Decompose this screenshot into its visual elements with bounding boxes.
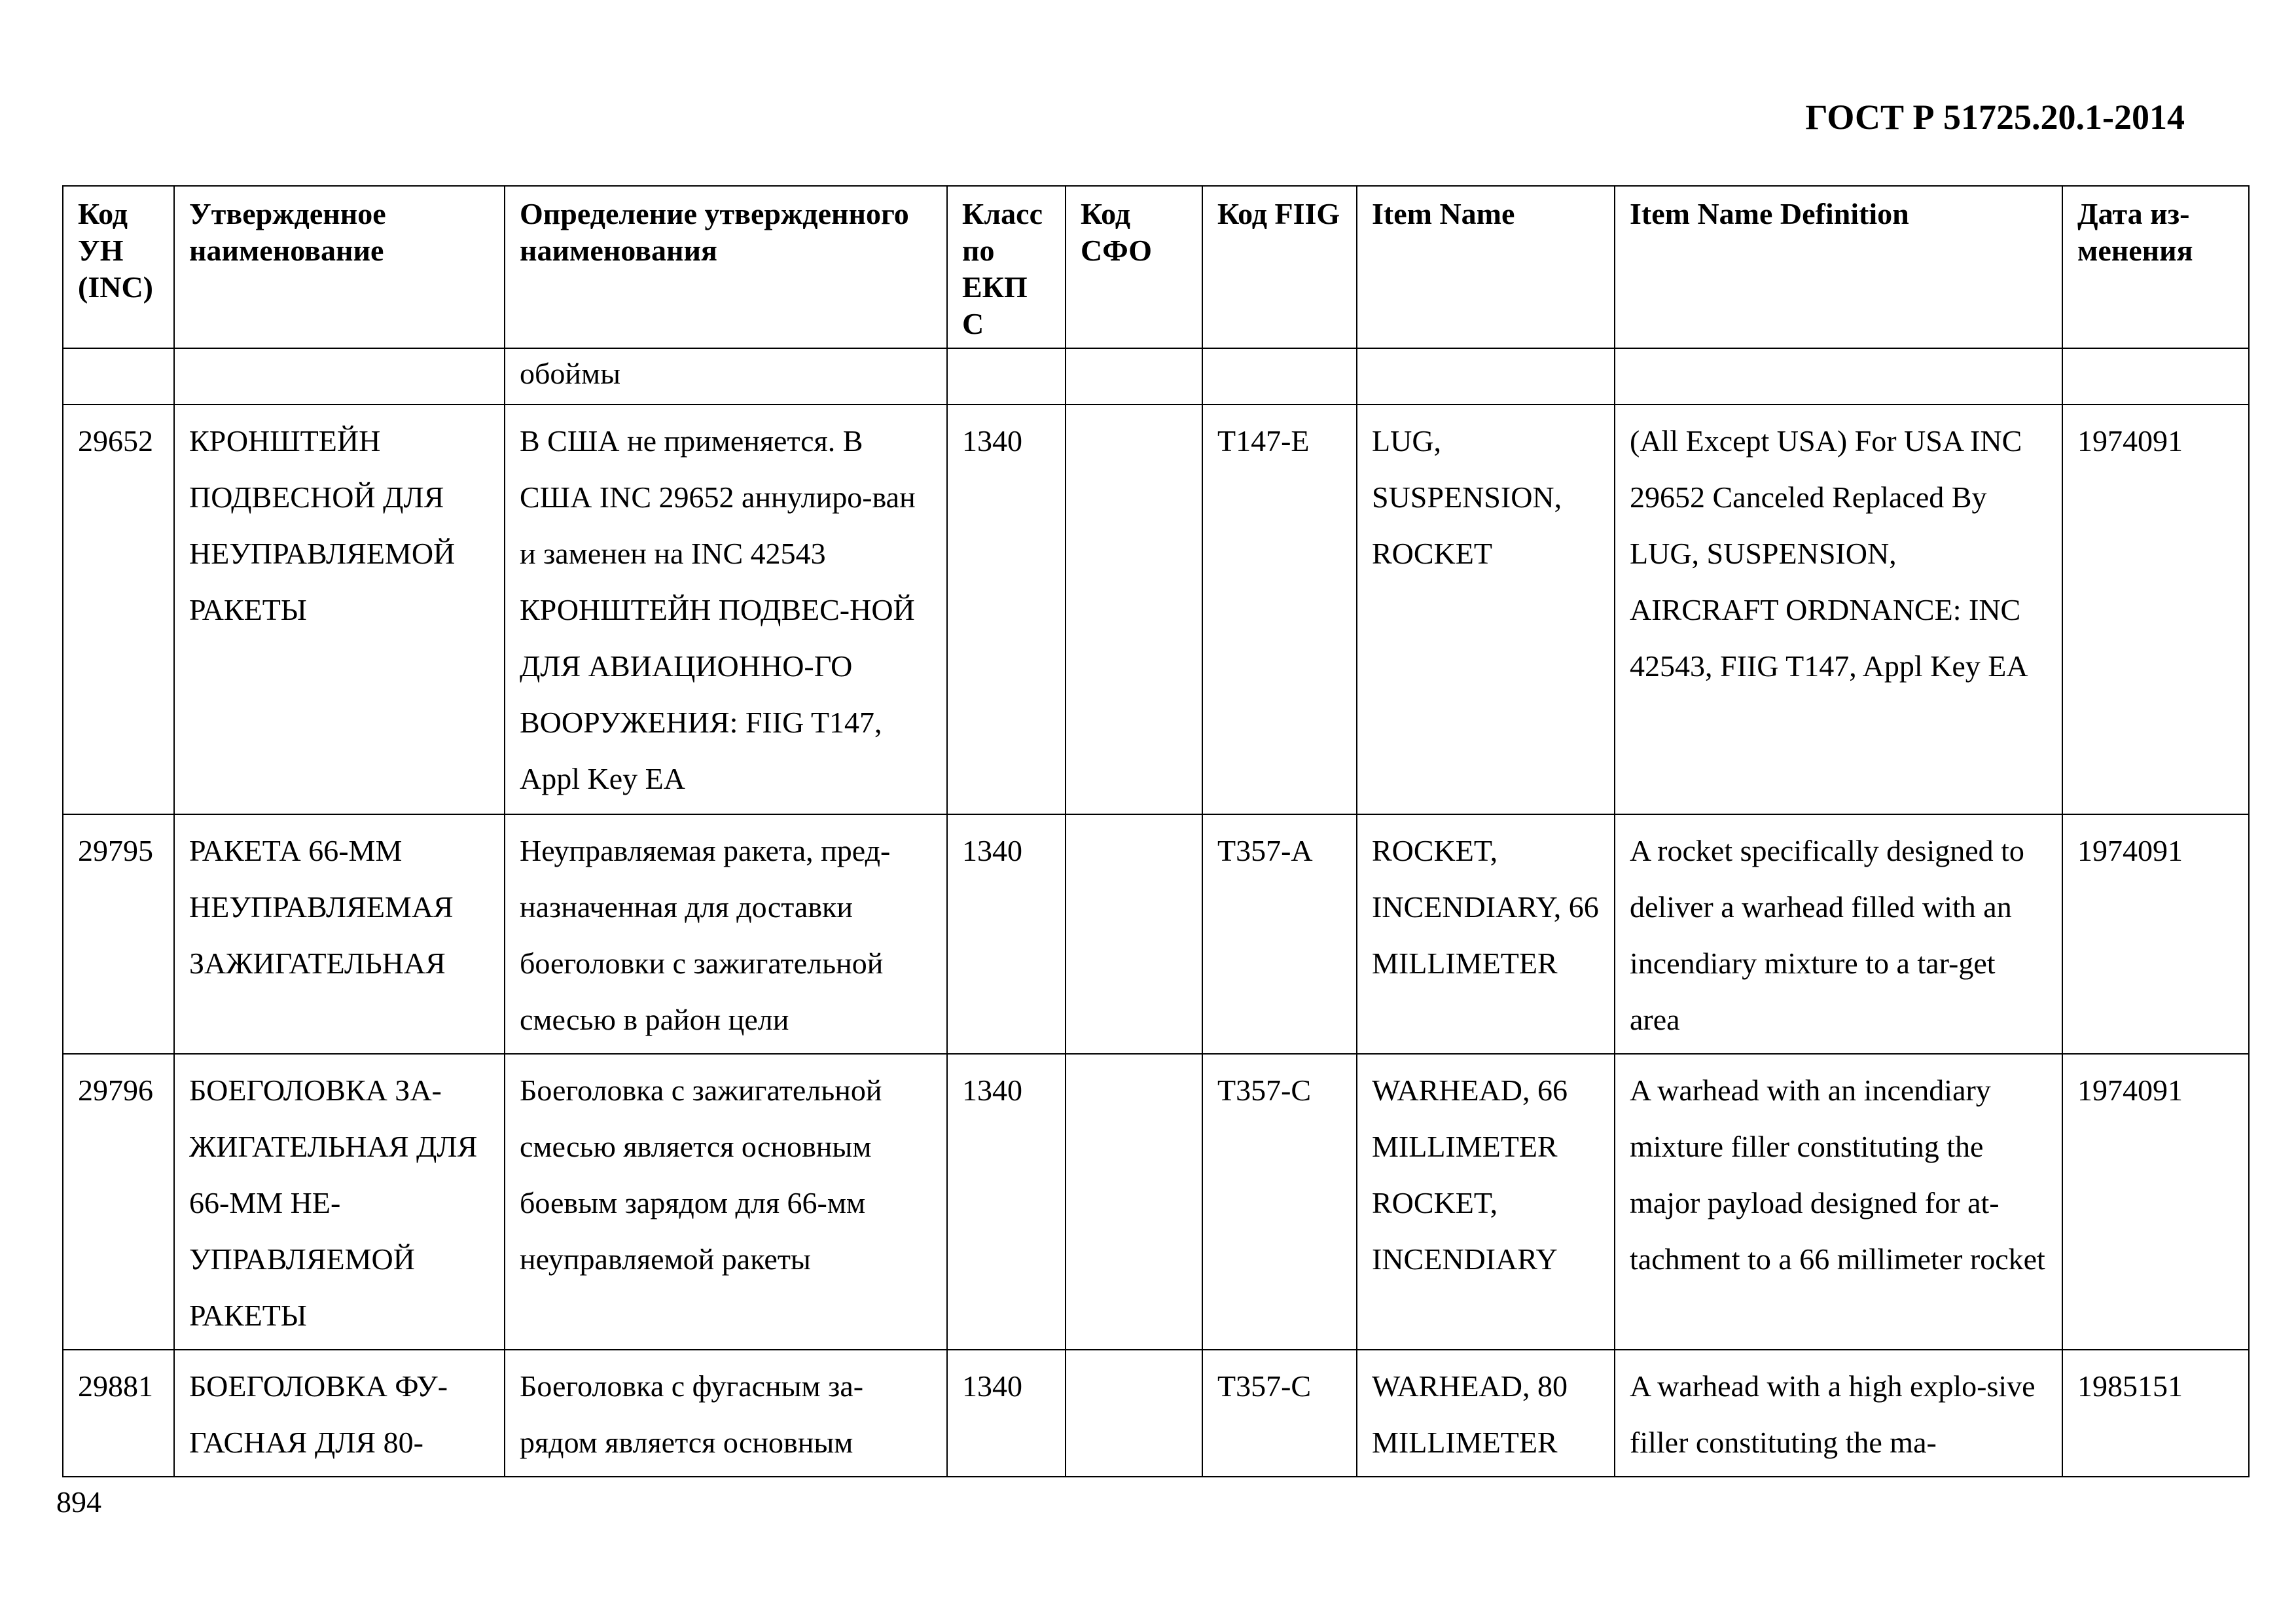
document-standard-title: ГОСТ Р 51725.20.1-2014 xyxy=(1805,98,2185,137)
cell-inc: 29881 xyxy=(63,1350,174,1477)
cell-name-definition: Боеголовка с фугасным за-рядом является основным xyxy=(505,1350,947,1477)
cell-name-definition: Неуправляемая ракета, пред-назначенная для доставки боеголовки с зажигательной смесью в район цели xyxy=(505,814,947,1054)
cell-approved-name: РАКЕТА 66-ММ НЕУПРАВЛЯЕМАЯ ЗАЖИГАТЕЛЬНАЯ xyxy=(174,814,505,1054)
cell-sfo xyxy=(1066,1350,1202,1477)
col-header-approved-name: Утвержденное наименование xyxy=(174,186,505,348)
table-row xyxy=(63,1350,2249,1477)
cell-class: 1340 xyxy=(947,1054,1066,1350)
cell-inc: 29652 xyxy=(63,405,174,814)
cell-empty xyxy=(1615,348,2062,405)
cell-approved-name: БОЕГОЛОВКА ЗА-ЖИГАТЕЛЬНАЯ ДЛЯ 66-ММ НЕ-УПРАВЛЯЕМОЙ РАКЕТЫ xyxy=(174,1054,505,1350)
cell-approved-name: КРОНШТЕЙН ПОДВЕСНОЙ ДЛЯ НЕУПРАВЛЯЕМОЙ РАКЕТЫ xyxy=(174,405,505,814)
page-number: 894 xyxy=(56,1485,101,1519)
cell-item-name-definition: A rocket specifically designed to deliver a warhead filled with an incendiary mixture to a tar-get area xyxy=(1615,814,2062,1054)
cell-empty xyxy=(174,348,505,405)
cell-inc: 29795 xyxy=(63,814,174,1054)
cell-name-definition: Боеголовка с зажигательной смесью является основным боевым зарядом для 66-мм неуправляемой ракеты xyxy=(505,1054,947,1350)
col-header-sfo: Код СФО xyxy=(1066,186,1202,348)
cell-class: 1340 xyxy=(947,1350,1066,1477)
cell-sfo xyxy=(1066,1054,1202,1350)
col-header-class: Класс по ЕКП С xyxy=(947,186,1066,348)
cell-fiig: T357-C xyxy=(1202,1350,1357,1477)
cell-item-name: LUG, SUSPENSION, ROCKET xyxy=(1357,405,1615,814)
cell-class: 1340 xyxy=(947,814,1066,1054)
cell-item-name-definition: A warhead with an incendiary mixture filler constituting the major payload designed for at-tachment to a 66 millimeter rocket xyxy=(1615,1054,2062,1350)
cell-item-name: ROCKET, INCENDIARY, 66 MILLIMETER xyxy=(1357,814,1615,1054)
table-row xyxy=(63,1054,2249,1350)
col-header-item-name: Item Name xyxy=(1357,186,1615,348)
cell-approved-name: БОЕГОЛОВКА ФУ-ГАСНАЯ ДЛЯ 80- xyxy=(174,1350,505,1477)
table-row xyxy=(63,814,2249,1054)
cell-inc: 29796 xyxy=(63,1054,174,1350)
cell-fiig: T357-C xyxy=(1202,1054,1357,1350)
cell-change-date: 1985151 xyxy=(2062,1350,2249,1477)
cell-item-name: WARHEAD, 80 MILLIMETER xyxy=(1357,1350,1615,1477)
cell-class: 1340 xyxy=(947,405,1066,814)
col-header-change-date: Дата из-менения xyxy=(2062,186,2249,348)
cell-empty xyxy=(1357,348,1615,405)
col-header-item-name-definition: Item Name Definition xyxy=(1615,186,2062,348)
inc-registry-table xyxy=(62,185,2250,1477)
table-row-continuation xyxy=(63,348,2249,405)
cell-empty xyxy=(1066,348,1202,405)
cell-fiig: T357-A xyxy=(1202,814,1357,1054)
cell-definition: обоймы xyxy=(505,348,947,405)
cell-change-date: 1974091 xyxy=(2062,814,2249,1054)
cell-empty xyxy=(63,348,174,405)
cell-item-name: WARHEAD, 66 MILLIMETER ROCKET, INCENDIARY xyxy=(1357,1054,1615,1350)
cell-change-date: 1974091 xyxy=(2062,1054,2249,1350)
cell-empty xyxy=(1202,348,1357,405)
col-header-fiig: Код FIIG xyxy=(1202,186,1357,348)
cell-name-definition: В США не применяется. В США INC 29652 аннулиро-ван и заменен на INC 42543 КРОНШТЕЙН ПОДВЕС-НОЙ ДЛЯ АВИАЦИОННО-ГО ВООРУЖЕНИЯ: FIIG T147, Appl Key EA xyxy=(505,405,947,814)
col-header-name-definition: Определение утвержденного наименования xyxy=(505,186,947,348)
cell-empty xyxy=(947,348,1066,405)
cell-sfo xyxy=(1066,405,1202,814)
cell-change-date: 1974091 xyxy=(2062,405,2249,814)
cell-item-name-definition: A warhead with a high explo-sive filler constituting the ma- xyxy=(1615,1350,2062,1477)
col-header-inc: Код УН (INC) xyxy=(63,186,174,348)
table-header-row xyxy=(63,186,2249,348)
cell-fiig: T147-E xyxy=(1202,405,1357,814)
cell-empty xyxy=(2062,348,2249,405)
cell-sfo xyxy=(1066,814,1202,1054)
table-row xyxy=(63,405,2249,814)
cell-item-name-definition: (All Except USA) For USA INC 29652 Canceled Replaced By LUG, SUSPENSION, AIRCRAFT ORDNANCE: INC 42543, FIIG T147, Appl Key EA xyxy=(1615,405,2062,814)
